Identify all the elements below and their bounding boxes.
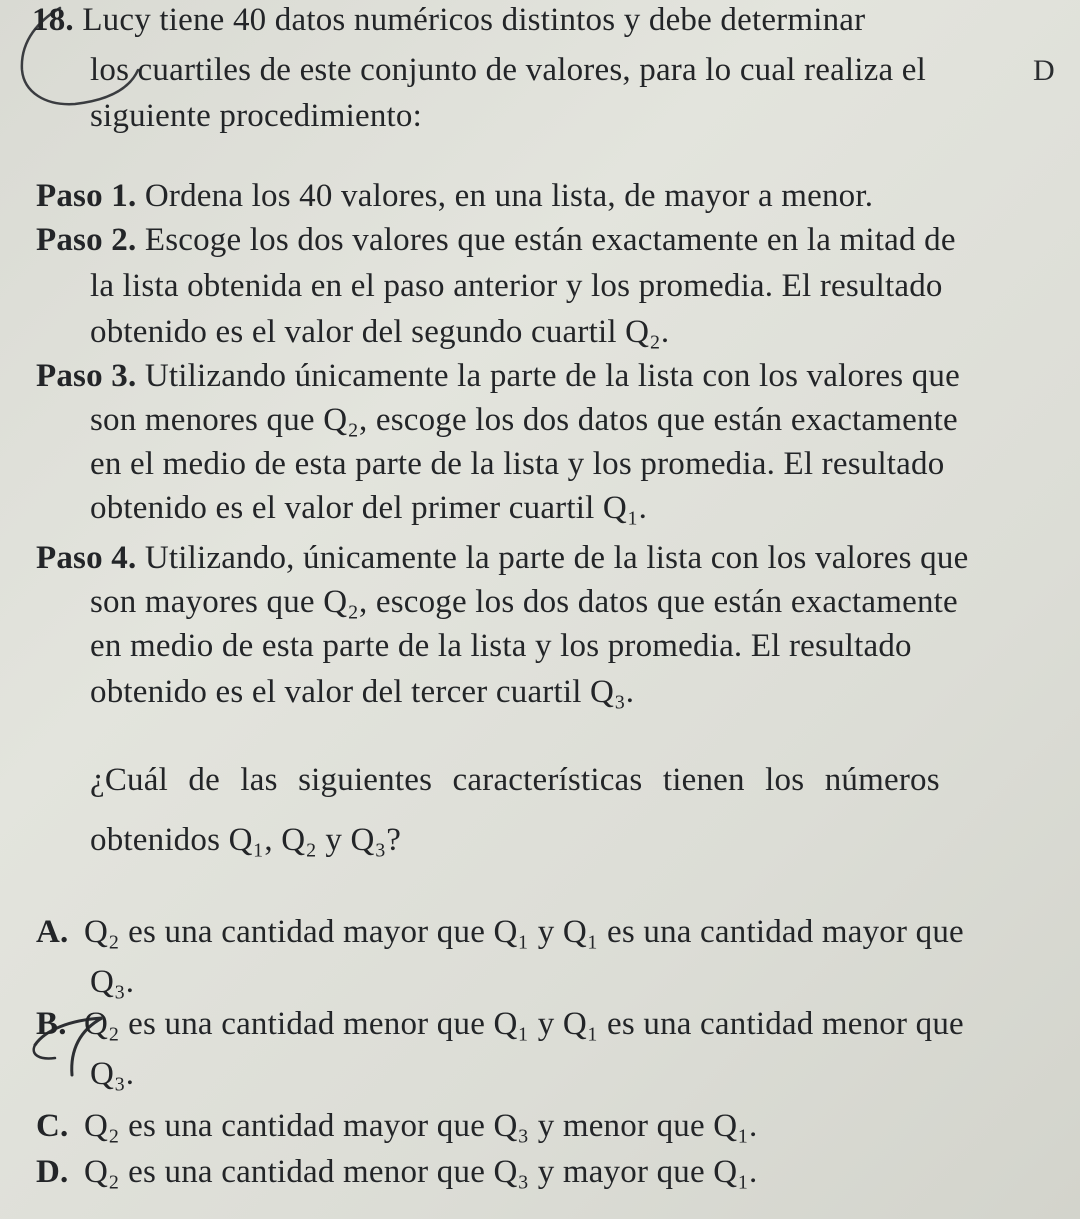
step-3-line-4: obtenido es el valor del primer cuartil Q₁.	[90, 490, 648, 526]
step-label: Paso 2.	[36, 222, 137, 258]
question-number: 18.	[32, 2, 74, 38]
step-4-line-2: son mayores que Q₂, escoge los dos datos que están exactamente	[90, 584, 958, 620]
option-letter: B.	[36, 1006, 67, 1042]
margin-letter: D	[1033, 54, 1055, 87]
step-4-line-3: en medio de esta parte de la lista y los promedia. El resultado	[90, 628, 912, 664]
step-4-line-1	[36, 538, 968, 578]
step-text: Escoge los dos valores que están exactamente en la mitad de	[144, 222, 956, 258]
option-letter: A.	[36, 914, 69, 950]
step-label: Paso 4.	[36, 540, 137, 576]
stem-line-3: siguiente procedimiento:	[90, 98, 422, 134]
option-a-continuation: Q₃.	[90, 964, 135, 1000]
option-text: Q₂ es una cantidad mayor que Q₃ y menor que Q₁.	[84, 1108, 758, 1144]
step-4-line-4: obtenido es el valor del tercer cuartil Q₃.	[90, 674, 635, 710]
stem-line-2: los cuartiles de este conjunto de valores, para lo cual realiza el	[90, 52, 927, 88]
option-a[interactable]	[36, 912, 964, 952]
step-text: Utilizando únicamente la parte de la lista con los valores que	[144, 358, 960, 394]
option-text: Q₂ es una cantidad menor que Q₃ y mayor que Q₁.	[84, 1154, 758, 1190]
step-3-line-1	[36, 356, 960, 396]
stem-line-1	[32, 0, 1022, 40]
step-2-line-1	[36, 220, 956, 260]
option-letter: C.	[36, 1108, 69, 1144]
stem-text: Lucy tiene 40 datos numéricos distintos y debe determinar	[82, 2, 866, 38]
option-c[interactable]	[36, 1106, 757, 1146]
step-1	[36, 176, 873, 216]
prompt-line-1: ¿Cuál de las siguientes características tienen los números	[90, 762, 940, 798]
step-2-line-2: la lista obtenida en el paso anterior y los promedia. El resultado	[90, 268, 943, 304]
option-letter: D.	[36, 1154, 69, 1190]
option-text: Q₂ es una cantidad menor que Q₁ y Q₁ es una cantidad menor que	[84, 1006, 964, 1042]
option-b-continuation: Q₃.	[90, 1056, 135, 1092]
step-text: Ordena los 40 valores, en una lista, de mayor a menor.	[144, 178, 874, 214]
step-label: Paso 1.	[36, 178, 137, 214]
option-b[interactable]	[36, 1004, 964, 1044]
step-3-line-3: en el medio de esta parte de la lista y los promedia. El resultado	[90, 446, 945, 482]
step-3-line-2: son menores que Q₂, escoge los dos datos que están exactamente	[90, 402, 958, 438]
prompt-line-2: obtenidos Q₁, Q₂ y Q₃?	[90, 822, 402, 858]
step-text: Utilizando, únicamente la parte de la lista con los valores que	[144, 540, 969, 576]
step-2-line-3: obtenido es el valor del segundo cuartil Q₂.	[90, 314, 670, 350]
step-label: Paso 3.	[36, 358, 137, 394]
option-d[interactable]	[36, 1152, 757, 1192]
option-text: Q₂ es una cantidad mayor que Q₁ y Q₁ es una cantidad mayor que	[84, 914, 964, 950]
